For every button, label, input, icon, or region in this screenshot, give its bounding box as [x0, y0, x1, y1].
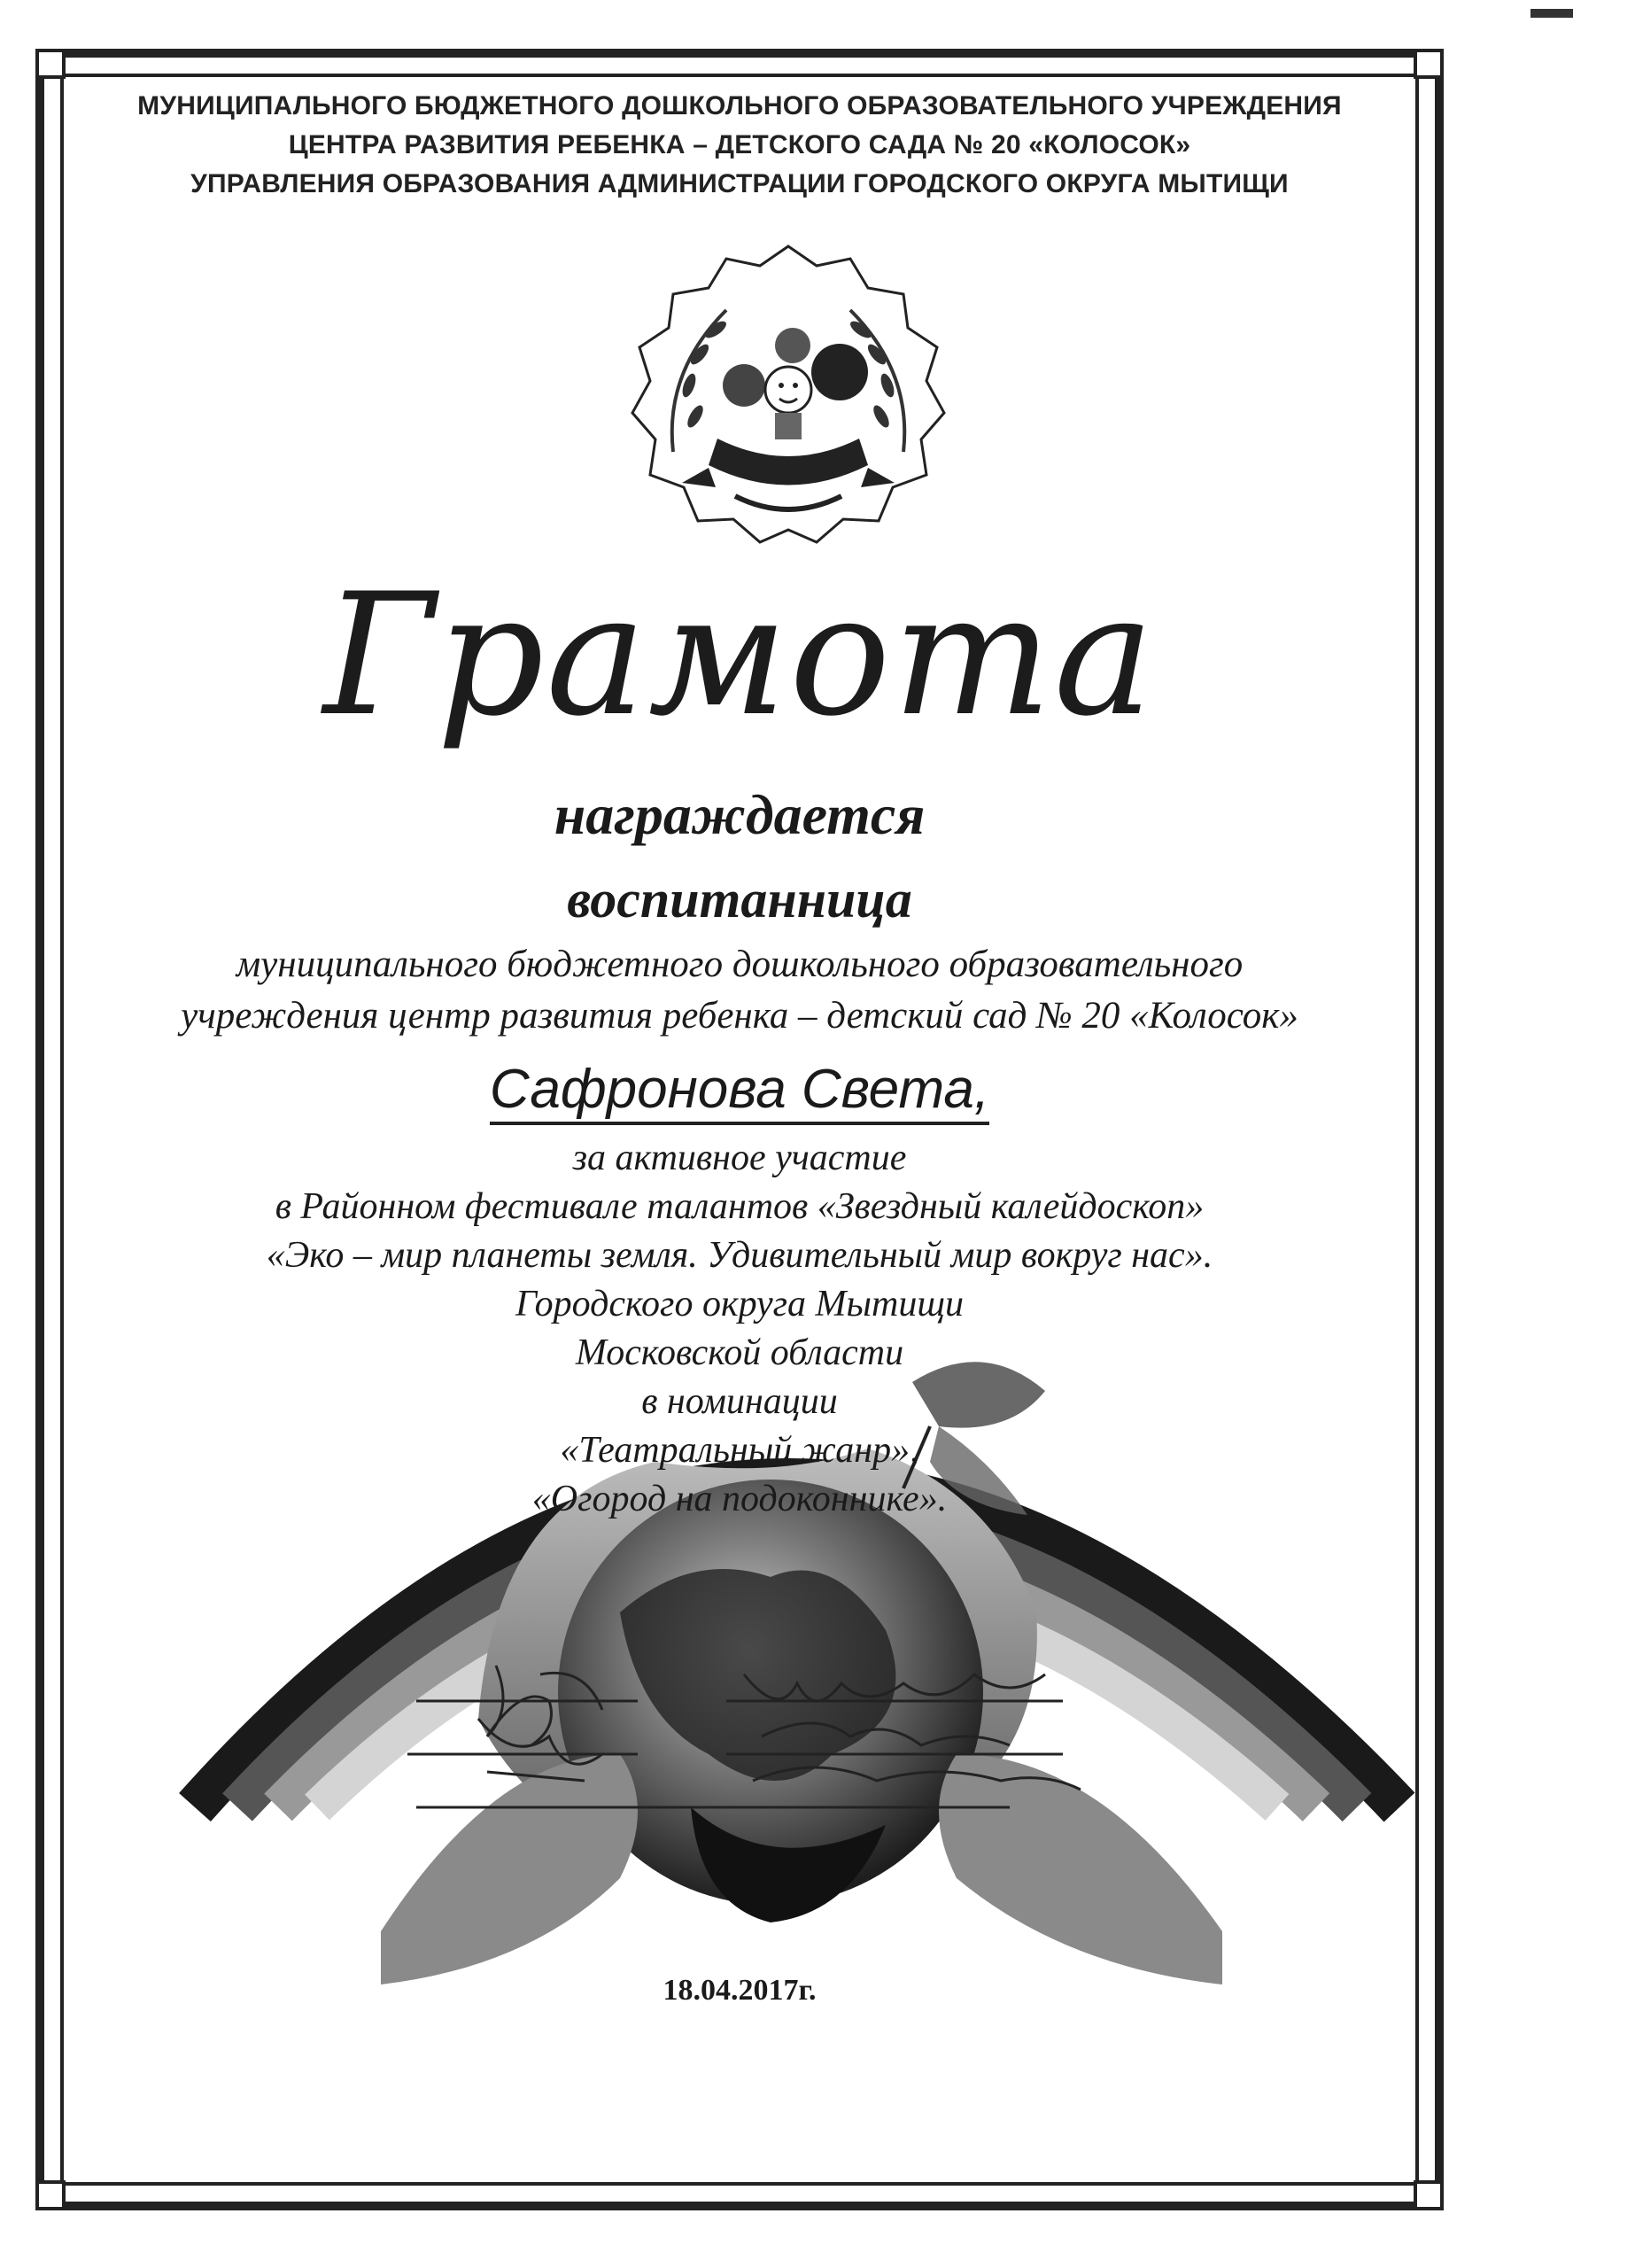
header-line-1: МУНИЦИПАЛЬНОГО БЮДЖЕТНОГО ДОШКОЛЬНОГО ОБРАЗОВАТЕЛЬНОГО УЧРЕЖДЕНИЯ — [137, 91, 1342, 120]
award-line-7: «Театральный жанр», — [560, 1430, 919, 1471]
organization-name — [89, 939, 1391, 1042]
institution-header — [106, 87, 1373, 204]
certificate-title: Грамота — [322, 557, 1157, 753]
award-line-3: «Эко – мир планеты земля. Удивительный мир вокруг нас». — [266, 1235, 1213, 1276]
recipient-name — [89, 1054, 1391, 1125]
frame-corner-bottom-left — [35, 2180, 66, 2210]
handwritten-signatures-icon — [142, 1648, 1293, 1843]
certificate-date: 18.04.2017г. — [663, 1974, 817, 2007]
organization-line-1: муниципального бюджетного дошкольного образовательного — [236, 944, 1244, 985]
frame-corner-top-right — [1414, 49, 1444, 79]
frame-corner-bottom-right — [1414, 2180, 1444, 2210]
award-line-1: за активное участие — [572, 1138, 907, 1178]
award-line-6: в номинации — [641, 1381, 838, 1422]
awarded-label: награждается — [554, 783, 926, 846]
award-line-2: в Районном фестивале талантов «Звездный калейдоскоп» — [275, 1186, 1205, 1227]
pupil-label: воспитанница — [567, 870, 912, 928]
frame-corner-top-left — [35, 49, 66, 79]
award-line-5: Московской области — [575, 1332, 904, 1373]
award-line-8: «Огород на подоконнике». — [531, 1479, 948, 1519]
recipient-name-text: Сафронова Света, — [490, 1059, 989, 1125]
kindergarten-emblem-icon — [611, 239, 965, 549]
scan-mark — [1530, 9, 1573, 18]
header-line-2: ЦЕНТРА РАЗВИТИЯ РЕБЕНКА – ДЕТСКОГО САДА № 20 «КОЛОСОК» — [288, 130, 1191, 159]
organization-line-2: учреждения центр развития ребенка – детский сад № 20 «Колосок» — [181, 995, 1298, 1037]
header-line-3: УПРАВЛЕНИЯ ОБРАЗОВАНИЯ АДМИНИСТРАЦИИ ГОРОДСКОГО ОКРУГА МЫТИЩИ — [190, 169, 1289, 198]
award-line-4: Городского округа Мытищи — [515, 1284, 965, 1324]
award-description — [89, 1134, 1391, 1524]
